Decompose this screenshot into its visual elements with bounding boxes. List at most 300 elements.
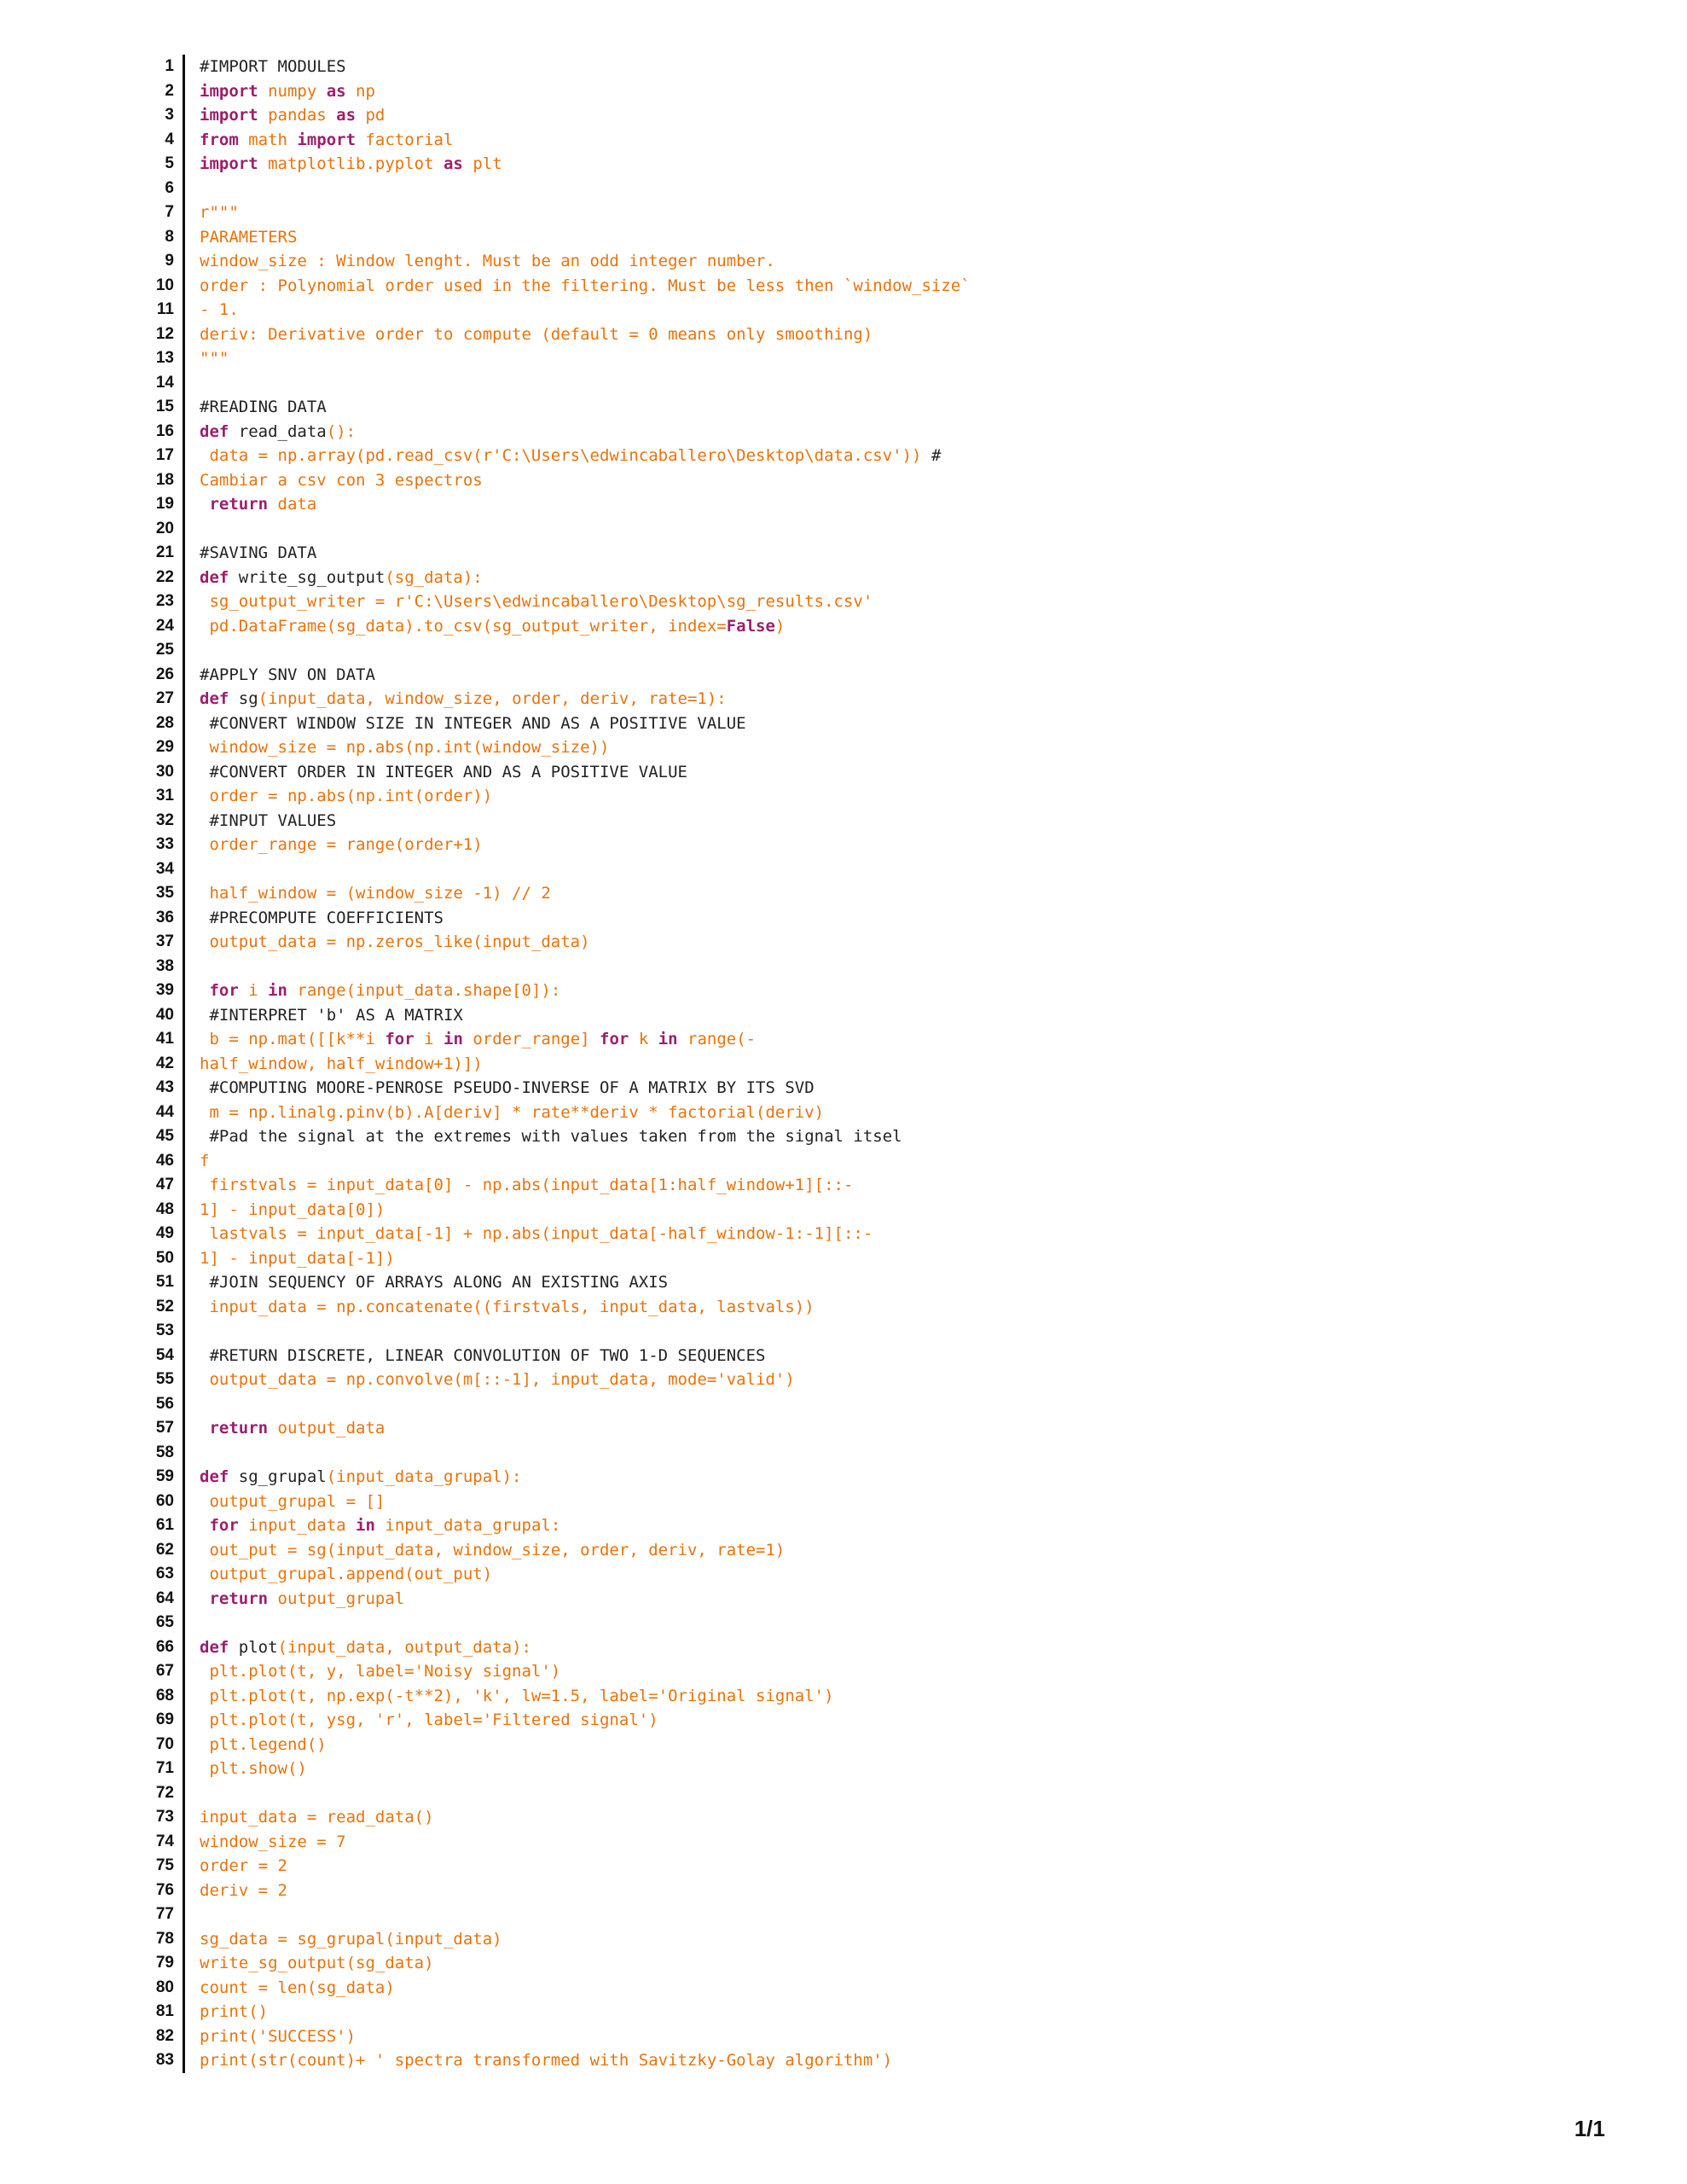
code-text — [185, 857, 200, 882]
code-token: in — [268, 981, 287, 1000]
line-number: 80 — [128, 1976, 185, 2001]
line-number: 30 — [128, 760, 185, 785]
code-line — [128, 103, 971, 128]
code-token: #COMPUTING MOORE-PENROSE PSEUDO-INVERSE OF A MATRIX BY ITS SVD — [200, 1078, 815, 1097]
line-number: 11 — [128, 298, 185, 322]
code-text — [185, 2048, 892, 2073]
code-line — [128, 1805, 971, 1830]
code-token: output_grupal — [268, 1589, 405, 1608]
code-token: #JOIN SEQUENCY OF ARRAYS ALONG AN EXISTING AXIS — [200, 1273, 669, 1292]
line-number: 12 — [128, 322, 185, 347]
code-token: output_data = np.convolve(m[::-1], input_data, mode='valid') — [200, 1370, 795, 1389]
line-number: 6 — [128, 177, 185, 201]
code-line — [128, 1416, 971, 1441]
code-line — [128, 444, 971, 468]
code-token: #CONVERT WINDOW SIZE IN INTEGER AND AS A POSITIVE VALUE — [200, 713, 746, 733]
code-token: plt.plot(t, ysg, 'r', label='Filtered signal') — [200, 1711, 658, 1729]
code-text — [185, 55, 346, 79]
code-text — [185, 1587, 404, 1612]
line-number: 50 — [128, 1246, 185, 1271]
code-text — [185, 1927, 502, 1952]
code-line — [128, 517, 971, 542]
code-text — [185, 1733, 327, 1757]
code-token: matplotlib.pyplot — [258, 154, 443, 173]
code-token: pandas — [258, 106, 337, 125]
code-token: range(- — [677, 1030, 757, 1048]
code-text — [185, 1805, 434, 1830]
code-token: order = 2 — [200, 1856, 287, 1875]
line-number: 73 — [128, 1805, 185, 1830]
code-line — [128, 2048, 971, 2073]
line-number: 21 — [128, 541, 185, 566]
line-number: 23 — [128, 590, 185, 614]
code-token: pd — [356, 106, 386, 125]
code-text — [185, 444, 941, 468]
code-text — [185, 955, 200, 979]
code-token: plt.plot(t, y, label='Noisy signal') — [200, 1662, 561, 1681]
line-number: 74 — [128, 1830, 185, 1855]
code-line — [128, 1490, 971, 1514]
code-line — [128, 1927, 971, 1952]
code-token: for — [200, 1516, 239, 1535]
line-number: 1 — [128, 55, 185, 79]
code-text — [185, 1441, 200, 1466]
code-line — [128, 1757, 971, 1781]
code-line — [128, 663, 971, 688]
code-token: order_range = range(order+1) — [200, 835, 483, 854]
code-text — [185, 1611, 200, 1635]
line-number: 81 — [128, 2000, 185, 2024]
code-text — [185, 1198, 385, 1223]
code-line — [128, 541, 971, 566]
line-number: 57 — [128, 1416, 185, 1441]
code-line — [128, 55, 971, 79]
code-token: print() — [200, 2002, 269, 2021]
code-text — [185, 200, 239, 225]
code-line — [128, 1149, 971, 1174]
line-number: 62 — [128, 1538, 185, 1563]
line-number: 66 — [128, 1635, 185, 1660]
code-text — [185, 1976, 395, 2001]
code-token: 1] - input_data[-1]) — [200, 1248, 395, 1268]
code-token: range(input_data.shape[0]): — [287, 981, 561, 1000]
line-number: 51 — [128, 1270, 185, 1295]
code-token: data — [268, 495, 317, 514]
code-text — [185, 1246, 395, 1271]
code-line — [128, 1124, 971, 1149]
code-text — [185, 1222, 872, 1246]
code-line — [128, 1003, 971, 1028]
code-token: sg — [229, 689, 258, 708]
code-line — [128, 371, 971, 396]
code-line — [128, 1392, 971, 1417]
line-number: 33 — [128, 833, 185, 857]
code-line — [128, 346, 971, 371]
line-number: 41 — [128, 1027, 185, 1052]
code-line — [128, 760, 971, 785]
code-token: (input_data_grupal): — [326, 1467, 522, 1486]
code-text — [185, 1757, 307, 1781]
code-token: #INPUT VALUES — [200, 810, 337, 830]
code-token: as — [443, 154, 463, 173]
line-number: 42 — [128, 1052, 185, 1077]
code-token: #READING DATA — [200, 398, 327, 416]
code-token: window_size = np.abs(np.int(window_size)) — [200, 738, 610, 757]
code-text — [185, 784, 492, 809]
line-number: 35 — [128, 881, 185, 906]
code-line — [128, 322, 971, 347]
code-token: plt — [462, 154, 502, 173]
code-text — [185, 1392, 200, 1417]
code-text — [185, 906, 443, 931]
code-token: pd.DataFrame(sg_data).to_csv(sg_output_writer, index= — [200, 616, 727, 636]
code-line — [128, 1173, 971, 1198]
code-text — [185, 1076, 815, 1101]
code-line — [128, 1879, 971, 1903]
line-number: 19 — [128, 492, 185, 517]
code-line — [128, 298, 971, 322]
code-token: Cambiar a csv con 3 espectros — [200, 470, 483, 490]
line-number: 37 — [128, 930, 185, 955]
line-number: 78 — [128, 1927, 185, 1952]
code-text — [185, 1902, 200, 1927]
code-line — [128, 395, 971, 420]
code-token: #INTERPRET 'b' AS A MATRIX — [200, 1005, 463, 1025]
code-text — [185, 79, 375, 104]
code-text — [185, 590, 872, 614]
code-line — [128, 2000, 971, 2024]
code-token: sg_data = sg_grupal(input_data) — [200, 1929, 502, 1949]
code-line — [128, 1246, 971, 1271]
line-number: 71 — [128, 1757, 185, 1781]
code-text — [185, 371, 200, 396]
line-number: 26 — [128, 663, 185, 688]
code-line — [128, 1635, 971, 1660]
code-text — [185, 1465, 522, 1490]
code-line — [128, 1708, 971, 1733]
code-token: for — [600, 1030, 629, 1048]
code-line — [128, 468, 971, 493]
code-token: (input_data, window_size, order, deriv, rate=1): — [258, 689, 727, 708]
code-line — [128, 833, 971, 857]
code-line — [128, 1101, 971, 1125]
code-token: output_data = np.zeros_like(input_data) — [200, 932, 590, 951]
code-token: # — [930, 446, 942, 465]
line-number: 75 — [128, 1854, 185, 1879]
code-text — [185, 1830, 346, 1855]
line-number: 79 — [128, 1951, 185, 1976]
code-line — [128, 1951, 971, 1976]
line-number: 20 — [128, 517, 185, 542]
code-token: i — [414, 1030, 443, 1048]
line-number: 34 — [128, 857, 185, 882]
code-token: f — [200, 1151, 210, 1170]
code-text — [185, 1659, 560, 1684]
code-token: output_grupal.append(out_put) — [200, 1565, 493, 1583]
code-token: input_data — [238, 1516, 357, 1535]
code-token: half_window = (window_size -1) // 2 — [200, 884, 551, 903]
code-text — [185, 1538, 785, 1563]
line-number: 64 — [128, 1587, 185, 1612]
code-text — [185, 492, 316, 517]
code-text — [185, 1490, 385, 1514]
code-token: numpy — [258, 81, 327, 101]
line-number: 59 — [128, 1465, 185, 1490]
code-text — [185, 225, 297, 250]
code-token: order = np.abs(np.int(order)) — [200, 787, 493, 805]
code-text — [185, 177, 200, 201]
code-token: input_data_grupal: — [374, 1516, 561, 1535]
line-number: 36 — [128, 906, 185, 931]
code-token: import — [200, 81, 258, 101]
code-token: out_put = sg(input_data, window_size, order, deriv, rate=1) — [200, 1540, 786, 1560]
code-text — [185, 420, 356, 444]
line-number: 45 — [128, 1124, 185, 1149]
code-token: #Pad the signal at the extremes with values taken from the signal itsel — [200, 1127, 902, 1146]
code-line — [128, 712, 971, 736]
code-token: window_size : Window lenght. Must be an odd integer number. — [200, 252, 775, 270]
code-line — [128, 420, 971, 444]
code-text — [185, 298, 239, 322]
line-number: 2 — [128, 79, 185, 104]
line-number: 31 — [128, 784, 185, 809]
code-token: (input_data, output_data): — [277, 1637, 531, 1657]
code-text — [185, 1270, 668, 1295]
code-token: #CONVERT ORDER IN INTEGER AND AS A POSITIVE VALUE — [200, 762, 687, 781]
code-token: data = np.array(pd.read_csv(r'C:\Users\edwincaballero\Desktop\data.csv')) — [200, 446, 931, 465]
code-token: as — [326, 81, 346, 101]
code-token: m = np.linalg.pinv(b).A[deriv] * rate**deriv * factorial(deriv) — [200, 1102, 825, 1122]
code-token: firstvals = input_data[0] - np.abs(input_data[1:half_window+1][::- — [200, 1176, 854, 1194]
code-line — [128, 590, 971, 614]
code-text — [185, 152, 502, 177]
code-line — [128, 930, 971, 955]
code-line — [128, 906, 971, 931]
code-token: sg_grupal — [229, 1467, 327, 1486]
code-line — [128, 1465, 971, 1490]
code-text — [185, 712, 746, 736]
code-text — [185, 541, 316, 566]
line-number: 46 — [128, 1149, 185, 1174]
line-number: 27 — [128, 687, 185, 712]
code-token: (sg_data): — [385, 567, 483, 587]
code-token: import — [297, 130, 357, 149]
code-text — [185, 1003, 463, 1028]
code-text — [185, 1416, 385, 1441]
code-line — [128, 225, 971, 250]
code-token: ) — [774, 616, 786, 636]
code-token: PARAMETERS — [200, 227, 298, 247]
code-line — [128, 1270, 971, 1295]
code-text — [185, 1319, 200, 1344]
code-line — [128, 1781, 971, 1806]
code-token: print(str(count)+ ' spectra transformed with Savitzky-Golay algorithm') — [200, 2051, 893, 2070]
code-token: """ — [200, 349, 229, 368]
line-number: 60 — [128, 1490, 185, 1514]
line-number: 72 — [128, 1781, 185, 1806]
line-number: 7 — [128, 200, 185, 225]
code-line — [128, 128, 971, 153]
code-text — [185, 1295, 815, 1320]
code-token: #APPLY SNV ON DATA — [200, 665, 375, 684]
code-line — [128, 79, 971, 104]
code-token: in — [356, 1516, 375, 1535]
line-number: 69 — [128, 1708, 185, 1733]
code-token: deriv: Derivative order to compute (default = 0 means only smoothing) — [200, 324, 873, 344]
code-token: for — [200, 981, 239, 1000]
line-number: 67 — [128, 1659, 185, 1684]
line-number: 65 — [128, 1611, 185, 1635]
code-text — [185, 1027, 756, 1052]
code-text — [185, 979, 560, 1003]
code-token: deriv = 2 — [200, 1880, 287, 1900]
line-number: 17 — [128, 444, 185, 468]
code-text — [185, 346, 229, 371]
line-number: 44 — [128, 1101, 185, 1125]
line-number: 3 — [128, 103, 185, 128]
code-line — [128, 1344, 971, 1368]
code-token: def — [200, 567, 229, 587]
line-number: 47 — [128, 1173, 185, 1198]
code-token: k — [629, 1030, 658, 1048]
line-number: 56 — [128, 1392, 185, 1417]
line-number: 39 — [128, 979, 185, 1003]
code-text — [185, 2000, 268, 2024]
code-token: #IMPORT MODULES — [200, 57, 346, 76]
code-token: output_grupal = [] — [200, 1491, 386, 1511]
code-line — [128, 809, 971, 834]
code-text — [185, 517, 200, 542]
code-line — [128, 492, 971, 517]
code-token: output_data — [268, 1419, 386, 1438]
code-line — [128, 200, 971, 225]
line-number: 22 — [128, 566, 185, 590]
code-line — [128, 177, 971, 201]
code-token: math — [238, 130, 298, 149]
code-text — [185, 1708, 658, 1733]
code-token: return — [200, 495, 269, 514]
code-token: write_sg_output — [229, 567, 386, 587]
line-number: 32 — [128, 809, 185, 834]
code-text — [185, 2024, 356, 2049]
code-token: return — [200, 1589, 269, 1608]
code-line — [128, 1368, 971, 1392]
code-token: def — [200, 1637, 229, 1657]
code-text — [185, 274, 971, 299]
code-token: def — [200, 421, 229, 441]
line-number: 82 — [128, 2024, 185, 2049]
code-text — [185, 1635, 531, 1660]
line-number: 49 — [128, 1222, 185, 1246]
line-number: 68 — [128, 1684, 185, 1709]
line-number: 14 — [128, 371, 185, 396]
code-line — [128, 566, 971, 590]
code-token: plt.plot(t, np.exp(-t**2), 'k', lw=1.5, label='Original signal') — [200, 1686, 834, 1705]
code-token: sg_output_writer = r'C:\Users\edwincaballero\Desktop\sg_results.csv' — [200, 592, 873, 611]
code-token: lastvals = input_data[-1] + np.abs(input_data[-half_window-1:-1][::- — [200, 1224, 873, 1243]
code-token: plt.show() — [200, 1759, 307, 1778]
code-text — [185, 1562, 492, 1587]
code-text — [185, 566, 483, 590]
line-number: 13 — [128, 346, 185, 371]
code-token: np — [345, 81, 375, 101]
code-line — [128, 1295, 971, 1320]
code-line — [128, 857, 971, 882]
code-line — [128, 735, 971, 760]
code-text — [185, 1368, 795, 1392]
line-number: 76 — [128, 1879, 185, 1903]
line-number: 18 — [128, 468, 185, 493]
code-token: from — [200, 130, 239, 149]
line-number: 48 — [128, 1198, 185, 1223]
code-token: 1] - input_data[0]) — [200, 1199, 386, 1219]
code-line — [128, 152, 971, 177]
line-number: 54 — [128, 1344, 185, 1368]
code-token: #PRECOMPUTE COEFFICIENTS — [200, 908, 443, 927]
line-number: 43 — [128, 1076, 185, 1101]
code-line — [128, 274, 971, 299]
code-token: def — [200, 1467, 229, 1486]
code-token: window_size = 7 — [200, 1832, 346, 1851]
code-token: input_data = read_data() — [200, 1808, 434, 1827]
code-text — [185, 833, 483, 857]
code-text — [185, 1781, 200, 1806]
code-token: plt.legend() — [200, 1734, 327, 1754]
code-line — [128, 1562, 971, 1587]
code-text — [185, 1951, 434, 1976]
code-text — [185, 103, 385, 128]
code-text — [185, 1513, 560, 1538]
code-text — [185, 930, 590, 955]
code-line — [128, 1587, 971, 1612]
line-number: 28 — [128, 712, 185, 736]
code-line — [128, 1902, 971, 1927]
code-text — [185, 1344, 765, 1368]
code-token: plot — [229, 1637, 278, 1657]
code-line — [128, 1198, 971, 1223]
code-line — [128, 1659, 971, 1684]
line-number: 25 — [128, 638, 185, 663]
code-text — [185, 322, 872, 347]
code-text — [185, 1101, 824, 1125]
code-line — [128, 1513, 971, 1538]
line-number: 61 — [128, 1513, 185, 1538]
code-text — [185, 760, 687, 785]
code-token: count = len(sg_data) — [200, 1978, 395, 1997]
code-line — [128, 2024, 971, 2049]
line-number: 4 — [128, 128, 185, 153]
code-text — [185, 614, 785, 639]
line-number: 70 — [128, 1733, 185, 1757]
code-token: (): — [326, 421, 357, 441]
code-token: #SAVING DATA — [200, 543, 317, 562]
line-number: 58 — [128, 1441, 185, 1466]
code-token: write_sg_output(sg_data) — [200, 1954, 434, 1972]
line-number: 8 — [128, 225, 185, 250]
code-line — [128, 687, 971, 712]
line-number: 29 — [128, 735, 185, 760]
code-text — [185, 1879, 287, 1903]
code-token: return — [200, 1419, 269, 1438]
code-text — [185, 1124, 902, 1149]
code-token: import — [200, 154, 258, 173]
code-line — [128, 1052, 971, 1077]
code-token: read_data — [229, 421, 327, 441]
code-token: in — [443, 1030, 463, 1048]
code-token: i — [238, 981, 269, 1000]
code-token: order_range] — [462, 1030, 600, 1048]
code-text — [185, 468, 483, 493]
